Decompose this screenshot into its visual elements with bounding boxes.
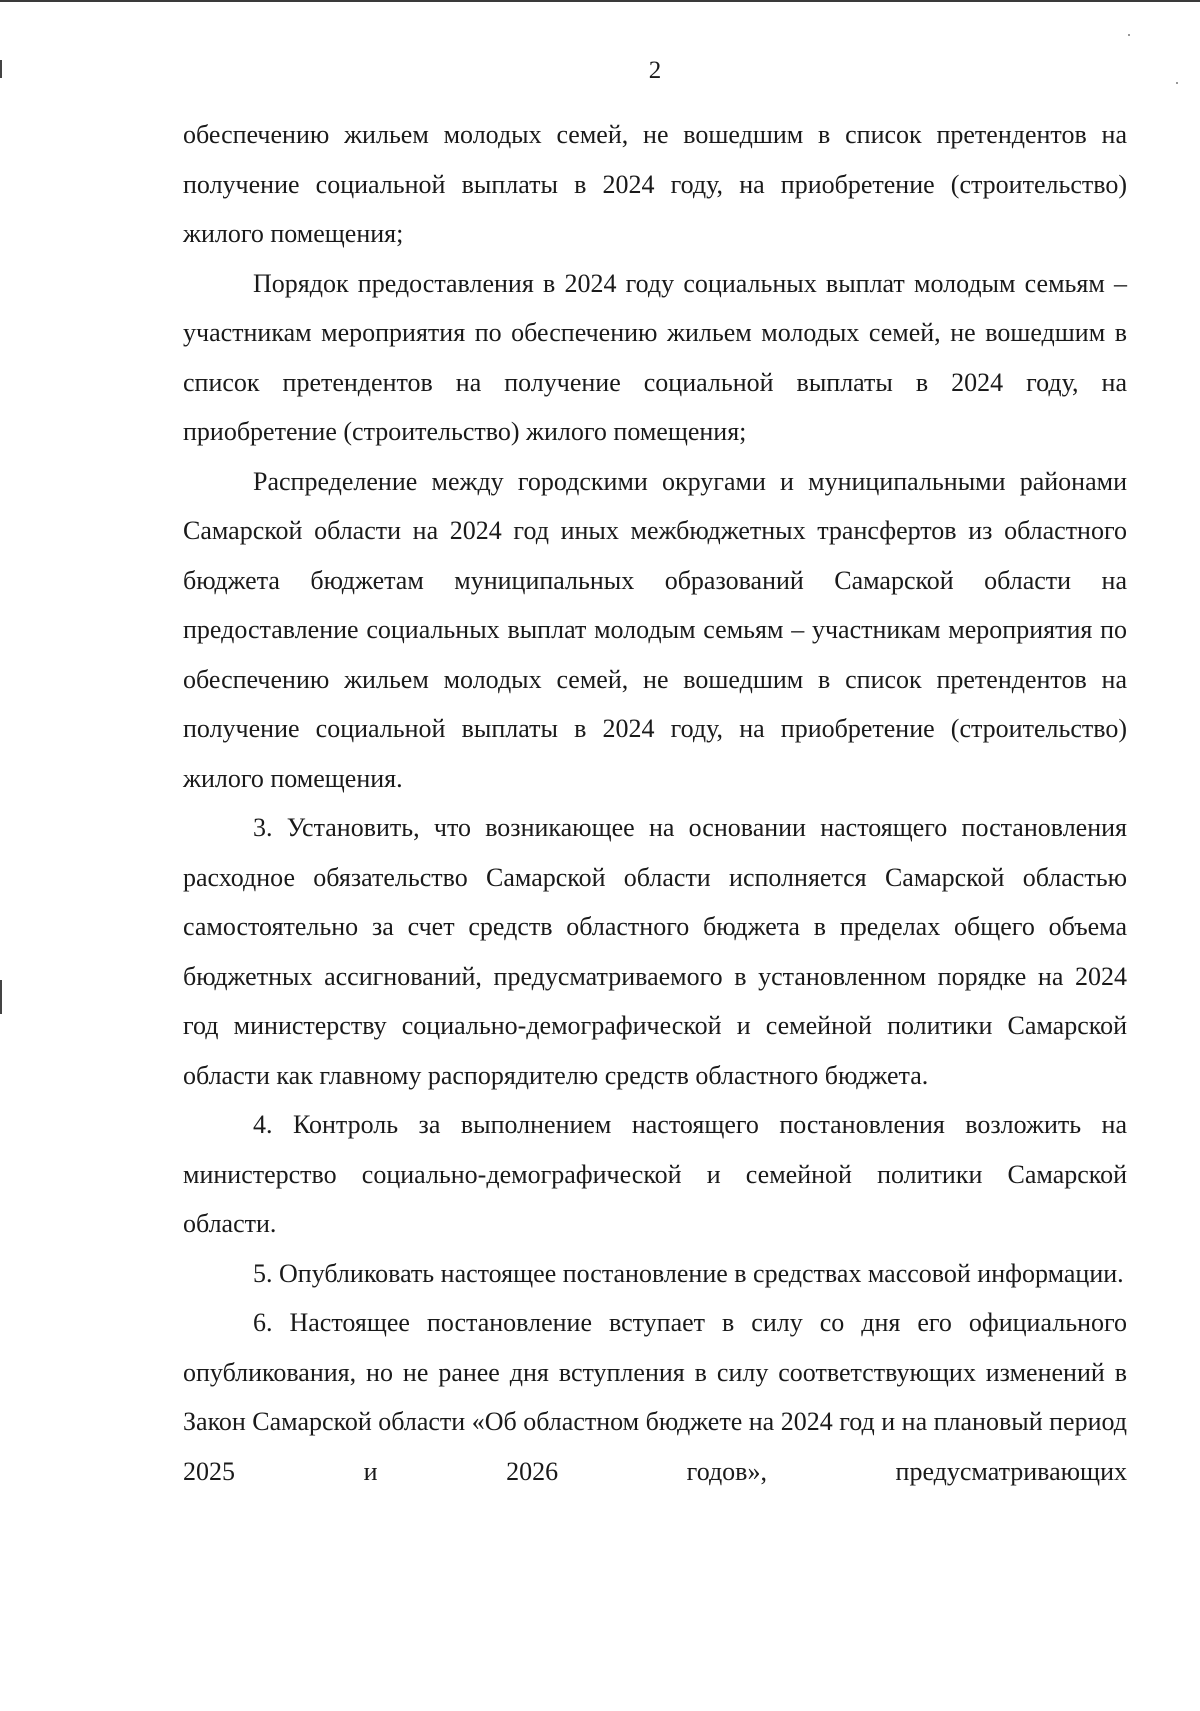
paragraph: 3. Установить, что возникающее на основании настоящего постановления расходное обязательство Самарской области исполняется Самарской областью самостоятельно за счет средств областного бюджета в пределах общего объема бюджетных ассигнований, предусматриваемого в установленном порядке на 2024 год министерству социально-демографической и семейной политики Самарской области как главному распорядителю средств областного бюджета. (183, 813, 1127, 1090)
scan-speck (1128, 34, 1130, 36)
paragraph: 5. Опубликовать настоящее постановление в средствах массовой информации. (253, 1258, 1124, 1288)
scan-edge-mark (0, 980, 2, 1014)
scan-edge-line (0, 0, 1200, 2)
paragraph: Порядок предоставления в 2024 году социальных выплат молодым семьям – участникам мероприятия по обеспечению жильем молодых семей, не вошедшим в список претендентов на получение социальной выплаты в 2024 году, на приобретение (строительство) жилого помещения; (183, 268, 1127, 446)
paragraph: 4. Контроль за выполнением настоящего постановления возложить на министерство социально-демографической и семейной политики Самарской области. (183, 1110, 1127, 1238)
paragraph: Распределение между городскими округами и муниципальными районами Самарской области на 2024 год иных межбюджетных трансфертов из областного бюджета бюджетам муниципальных образований Самарской области на предоставление социальных выплат молодым семьям – участникам мероприятия по обеспечению жильем молодых семей, не вошедшим в список претендентов на получение социальной выплаты в 2024 году, на приобретение (строительство) жилого помещения. (183, 466, 1127, 793)
document-body (183, 110, 1127, 1496)
paragraph: 6. Настоящее постановление вступает в силу со дня его официального опубликования, но не ранее дня вступления в силу соответствующих изменений в Закон Самарской области «Об областном бюджете на 2024 год и на плановый период 2025 и 2026 годов», предусматривающих (183, 1308, 1127, 1486)
paragraph: обеспечению жильем молодых семей, не вошедшим в список претендентов на получение социальной выплаты в 2024 году, на приобретение (строительство) жилого помещения; (183, 120, 1127, 248)
page-number: 2 (648, 57, 662, 84)
